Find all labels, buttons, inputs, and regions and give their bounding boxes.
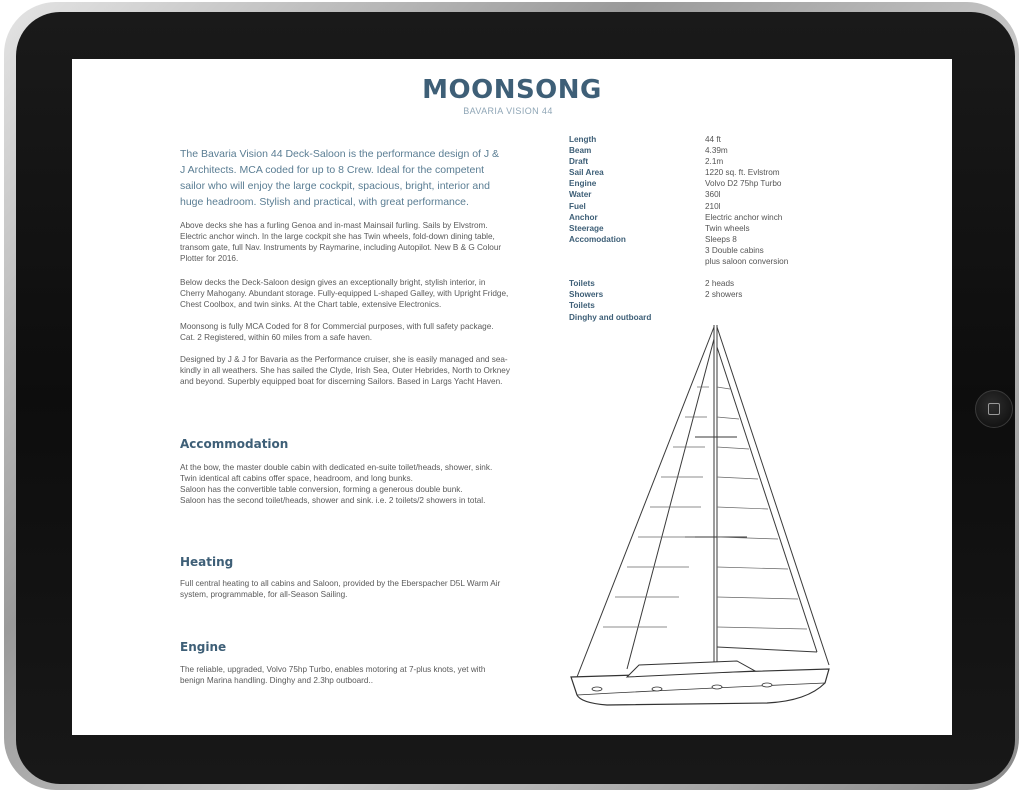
- spec-row: [569, 167, 869, 178]
- description-paragraph-2: Below decks the Deck-Saloon design gives an exceptionally bright, stylish interior, in Cherry Mahogany. Abundant storage. Fully-equipped L-shaped Galley, with Upright Fridge, Chest Coolbox, and twin sinks. At the Chart table, extensive Electronics.: [180, 278, 509, 309]
- spec-label: Water: [569, 190, 592, 200]
- spec-row: [569, 201, 869, 212]
- spec-row: [569, 178, 869, 189]
- spec-row: [569, 289, 869, 300]
- accommodation-text: [180, 462, 510, 506]
- spec-value: 4.39m: [705, 146, 728, 156]
- spec-row: [569, 156, 869, 167]
- spec-row: [569, 256, 869, 267]
- spec-value: 3 Double cabins: [705, 245, 764, 255]
- spec-value: 2 showers: [705, 290, 743, 300]
- spec-value: 44 ft: [705, 135, 721, 144]
- spec-value: 2.1m: [705, 157, 724, 167]
- spec-row: [569, 134, 869, 145]
- spec-value: Electric anchor winch: [705, 212, 783, 222]
- spec-value: 2 heads: [705, 279, 735, 289]
- sailboat-drawing: [567, 317, 847, 717]
- spec-label: [569, 267, 705, 278]
- spec-row: [569, 212, 869, 223]
- heating-heading: Heating: [180, 555, 234, 569]
- accommodation-line: At the bow, the master double cabin with dedicated en-suite toilet/heads, shower, sink.: [180, 463, 493, 472]
- spec-label: Anchor: [569, 212, 598, 222]
- spec-value: 360l: [705, 190, 721, 200]
- spec-label: Toilets: [569, 301, 595, 311]
- engine-text: The reliable, upgraded, Volvo 75hp Turbo, enables motoring at 7-plus knots, yet with benign Marina handling. Dinghy and 2.3hp outboard..: [180, 665, 486, 685]
- spec-label: Steerage: [569, 223, 604, 233]
- home-button[interactable]: [975, 390, 1013, 428]
- spec-label: Accomodation: [569, 234, 626, 244]
- page-title: MOONSONG: [422, 75, 602, 105]
- spec-label: Showers: [569, 290, 604, 300]
- spec-row: [569, 267, 869, 278]
- spec-row: [569, 234, 869, 245]
- specs-table: [569, 134, 869, 323]
- spec-row: [569, 300, 869, 311]
- spec-row: [569, 223, 869, 234]
- spec-label: Dinghy and outboard: [569, 312, 652, 322]
- spec-row: [569, 245, 869, 256]
- spec-label: Sail Area: [569, 168, 604, 178]
- accommodation-line: Twin identical aft cabins offer space, headroom, and long bunks.: [180, 474, 413, 483]
- tablet-screen: [72, 59, 952, 735]
- page-subtitle: BAVARIA VISION 44: [463, 106, 553, 116]
- spec-label: Fuel: [569, 201, 586, 211]
- spec-row: [569, 145, 869, 156]
- accommodation-line: Saloon has the convertible table conversion, forming a generous double bunk.: [180, 485, 463, 494]
- home-square-icon: [988, 403, 1000, 415]
- description-paragraph-4: Designed by J & J for Bavaria as the Performance cruiser, she is easily managed and sea-kindly in all weathers. She has sailed the Clyde, Irish Sea, Outer Hebrides, North to Orkney and beyond. Superbly equipped boat for discerning Sailors. Based in Largs Yacht Haven.: [180, 355, 510, 386]
- spec-row: [569, 189, 869, 200]
- spec-label: Draft: [569, 157, 589, 167]
- description-paragraph-1: Above decks she has a furling Genoa and in-mast Mainsail furling. Sails by Elvstrom. Electric anchor winch. In the large cockpit she has Twin wheels, fold-down dining table, transom gate, full Nav. Instruments by Raymarine, including Autopilot. New B & G Colour Plotter for 2016.: [180, 221, 502, 263]
- description-paragraph-3: Moonsong is fully MCA Coded for 8 for Commercial purposes, with full safety package. Cat. 2 Registered, within 60 miles from a safe haven.: [180, 322, 494, 342]
- spec-label: Engine: [569, 179, 597, 189]
- spec-label: Toilets: [569, 279, 595, 289]
- accommodation-line: Saloon has the second toilet/heads, shower and sink. i.e. 2 toilets/2 showers in total.: [180, 496, 486, 505]
- spec-label: Beam: [569, 146, 592, 156]
- heating-text: Full central heating to all cabins and Saloon, provided by the Eberspacher D5L Warm Air system, programmable, for all-Season Sailing.: [180, 579, 501, 599]
- spec-row: [569, 278, 869, 289]
- spec-label: [569, 245, 705, 256]
- engine-heading: Engine: [180, 640, 227, 654]
- accommodation-heading: Accommodation: [180, 437, 289, 451]
- spec-value: 210l: [705, 201, 721, 211]
- spec-value: Volvo D2 75hp Turbo: [705, 179, 782, 189]
- spec-value: 1220 sq. ft. Evlstrom: [705, 168, 780, 178]
- spec-value: plus saloon conversion: [705, 257, 789, 267]
- spec-label: Length: [569, 135, 597, 144]
- spec-label: [569, 256, 705, 267]
- spec-value: Twin wheels: [705, 223, 750, 233]
- spec-value: Sleeps 8: [705, 234, 737, 244]
- intro-paragraph: The Bavaria Vision 44 Deck-Saloon is the performance design of J & J Architects. MCA coded for up to 8 Crew. Ideal for the competent sailor who will enjoy the large cockpit, spacious, bright, interior and huge headroom. Stylish and practical, with great performance.: [180, 148, 500, 208]
